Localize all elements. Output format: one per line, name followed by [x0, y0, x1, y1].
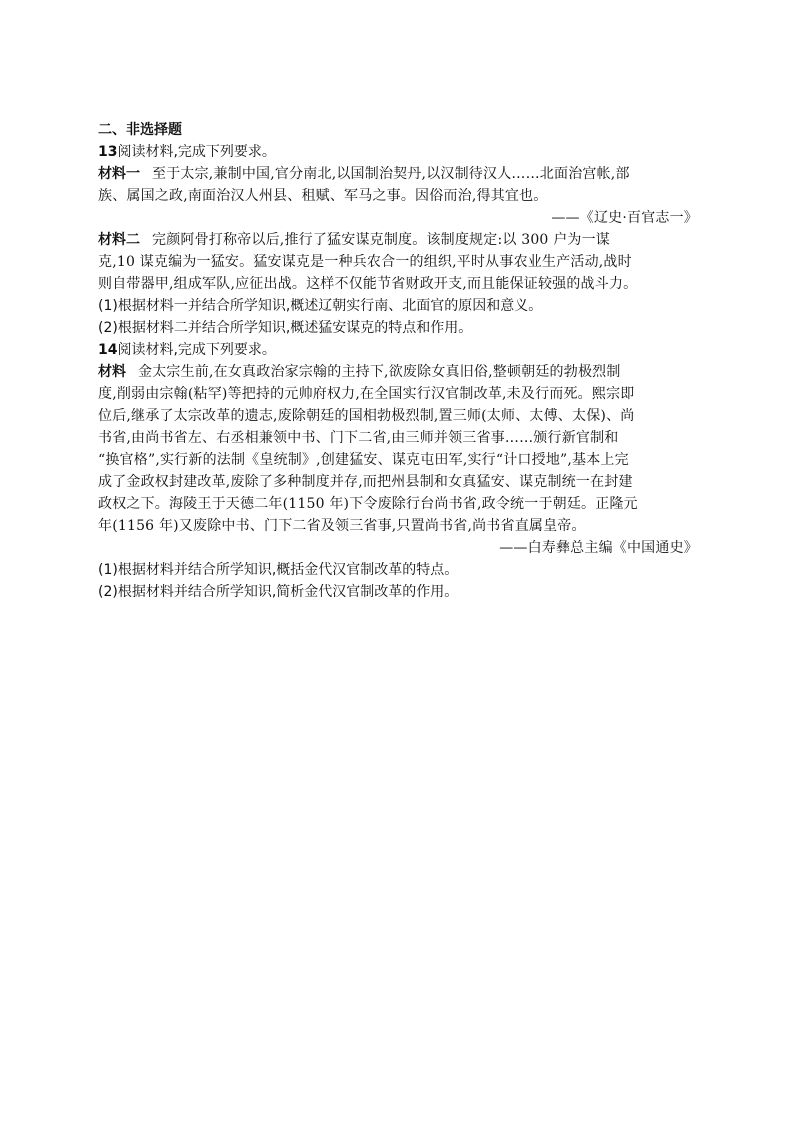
q13-prompt: 阅读材料,完成下列要求。 — [117, 144, 276, 160]
q13-material-1-text-1: 至于太宗,兼制中国,官分南北,以国制治契丹,以汉制待汉人……北面治宫帐,部 — [152, 166, 630, 182]
q14-material-line-3: 位后,继承了太宗改革的遗志,废除朝廷的国相勃极烈制,置三师(太师、太傅、太保)、尚 — [98, 408, 635, 424]
q13-subquestion-1: (1)根据材料一并结合所学知识,概述辽朝实行南、北面官的原因和意义。 — [98, 298, 543, 314]
q14-material-line-5: “换官格”,实行新的法制《皇统制》,创建猛安、谋克屯田军,实行“计口授地”,基本上完 — [98, 452, 629, 468]
q13-prompt-line — [98, 141, 698, 163]
q13-material-2-line-2: 克,10 谋克编为一猛安。猛安谋克是一种兵农合一的组织,平时从事农业生产活动,战时 — [98, 254, 632, 270]
q14-material-line-8: 年(1156 年)又废除中书、门下二省及领三省事,只置尚书省,尚书省直属皇帝。 — [98, 518, 586, 534]
q14-material-source: ——白寿彝总主编《中国通史》 — [499, 540, 698, 556]
q13-subquestion-2: (2)根据材料二并结合所学知识,概述猛安谋克的特点和作用。 — [98, 320, 473, 336]
q14-material-text-1: 金太宗生前,在女真政治家宗翰的主持下,欲废除女真旧俗,整顿朝廷的勃极烈制 — [138, 364, 621, 380]
q13-material-2-line-1 — [98, 229, 698, 251]
q14-prompt: 阅读材料,完成下列要求。 — [117, 342, 276, 358]
q13-material-1-label: 材料一 — [98, 166, 140, 182]
q14-number: 14 — [98, 342, 118, 358]
q14-material-line-6: 成了金政权封建改革,废除了多种制度并存,而把州县制和女真猛安、谋克制统一在封建 — [98, 474, 633, 490]
section-title: 二、非选择题 — [98, 122, 182, 138]
q14-material-line-2: 度,削弱由宗翰(粘罕)等把持的元帅府权力,在全国实行汉官制改革,未及行而死。熙宗即 — [98, 386, 635, 402]
question-section — [98, 119, 698, 603]
q13-material-2-label: 材料二 — [98, 232, 140, 248]
q14-material-line-7: 政权之下。海陵王于天德二年(1150 年)下令废除行台尚书省,政令统一于朝廷。正隆元 — [98, 496, 638, 512]
q13-material-2-line-3: 则自带器甲,组成军队,应征出战。这样不仅能节省财政开支,而且能保证较强的战斗力。 — [98, 276, 638, 292]
q14-material-label: 材料 — [98, 364, 126, 380]
q13-material-1-line-1 — [98, 163, 698, 185]
q13-number: 13 — [98, 144, 118, 160]
q13-material-1-source: ——《辽史·百官志一》 — [551, 210, 698, 226]
q14-subquestion-1: (1)根据材料并结合所学知识,概括金代汉官制改革的特点。 — [98, 562, 459, 578]
q14-subquestion-2: (2)根据材料并结合所学知识,简析金代汉官制改革的作用。 — [98, 584, 459, 600]
q13-material-2-text-1: 完颜阿骨打称帝以后,推行了猛安谋克制度。该制度规定:以 300 户为一谋 — [152, 232, 610, 248]
q14-material-line-4: 书省,由尚书省左、右丞相兼领中书、门下二省,由三师并领三省事……颁行新官制和 — [98, 430, 619, 446]
q13-material-1-line-2: 族、属国之政,南面治汉人州县、租赋、军马之事。因俗而治,得其宜也。 — [98, 188, 548, 204]
q14-material-line-1 — [98, 361, 698, 383]
q14-prompt-line — [98, 339, 698, 361]
